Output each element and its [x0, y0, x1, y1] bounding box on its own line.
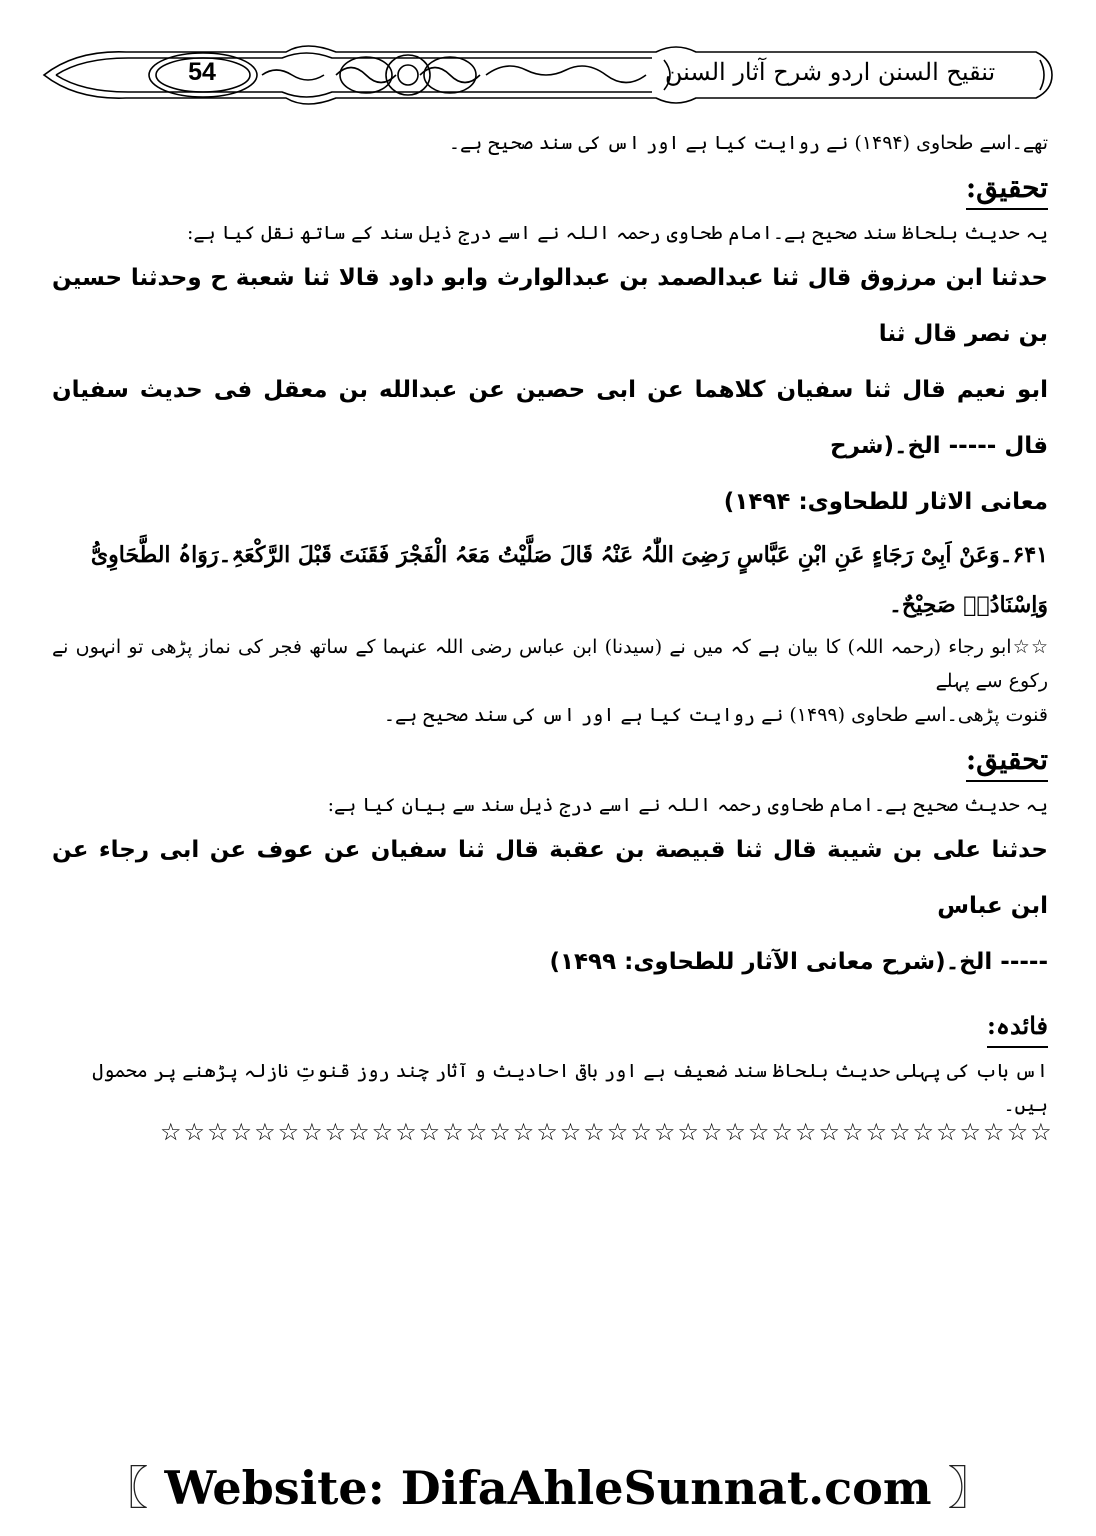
tahqeeq-intro: یہ حدیث بلحاظ سند صحیح ہے۔امام طحاوی رحمہ اللہ نے اسے درج ذیل سند کے ساتھ نقل کیا ہے:: [186, 222, 1048, 244]
benefit-text: اس باب کی پہلی حدیث بلحاظ سند ضعیف ہے اور باقی احادیث و آثار چند روز قنوتِ نازلہ پڑھنے پر محمول ہیں۔: [92, 1060, 1048, 1116]
tahqeeq-heading: تحقیق:: [966, 168, 1048, 210]
page-header: [36, 30, 1060, 120]
book-title: تنقیح السنن اردو شرح آثار السنن: [664, 58, 996, 86]
benefit-heading: فائدہ:: [987, 1006, 1048, 1048]
translation-line: ☆☆ابو رجاء (رحمہ اللہ) کا بیان ہے کہ میں نے (سیدنا) ابن عباس رضی اللہ عنہما کے ساتھ فجر کی نماز پڑھی تو انہوں نے رکوع سے پہلے: [52, 636, 1048, 692]
isnad-line: معانى الاثار للطحاوى: ۱۴۹۴): [723, 489, 1048, 515]
page-body: [52, 126, 1048, 1122]
isnad-line: حدثنا ابن مرزوق قال ثنا عبدالصمد بن عبدالوارث وابو داود قالا ثنا شعبة ح وحدثنا حسين بن نصر قال ثنا: [52, 265, 1048, 347]
translation-line: قنوت پڑھی۔اسے طحاوی (۱۴۹۹) نے روایت کیا ہے اور اس کی سند صحیح ہے۔: [383, 704, 1048, 726]
bracket-right: 〗: [947, 1461, 994, 1515]
isnad-line: حدثنا على بن شيبة قال ثنا قبيصة بن عقبة قال ثنا سفيان عن عوف عن ابى رجاء عن ابن عباس: [52, 837, 1048, 919]
isnad-line: ----- الخ۔(شرح معانى الآثار للطحاوى: ۱۴۹۹): [549, 949, 1048, 975]
page-number: 54: [188, 58, 216, 86]
hadith-text: وَاِسْنَادُہٗ صَحِیْحٌ۔: [889, 592, 1048, 618]
tahqeeq-heading: تحقیق:: [966, 740, 1048, 782]
website-footer: [0, 1452, 1096, 1518]
hadith-text: ۶۴۱۔وَعَنْ اَبِیْ رَجَاءٍ عَنِ ابْنِ عَبَّاسٍ رَضِیَ اللّٰہُ عَنْہُ قَالَ صَلَّیْتُ مَعَہُ الْفَجْرَ فَقَنَتَ قَبْلَ الرَّکْعَۃِ۔رَوَاہُ الطَّحَاوِیُّ: [90, 542, 1048, 568]
star-divider: ☆☆☆☆☆☆☆☆☆☆☆☆☆☆☆☆☆☆☆☆☆☆☆☆☆☆☆☆☆☆☆☆☆☆☆☆☆☆: [160, 1118, 1054, 1146]
bracket-left: 〖: [102, 1461, 149, 1515]
continuation-line: تھے۔اسے طحاوی (۱۴۹۴) نے روایت کیا ہے اور اس کی سند صحیح ہے۔: [448, 132, 1048, 154]
isnad-line: ابو نعيم قال ثنا سفيان كلاهما عن ابى حصين عن عبدالله بن معقل فى حديث سفيان قال ----- الخ۔(شرح: [52, 377, 1048, 459]
website-url[interactable]: Website: DifaAhleSunnat.com: [164, 1461, 932, 1515]
tahqeeq-intro: یہ حدیث صحیح ہے۔امام طحاوی رحمہ اللہ نے اسے درج ذیل سند سے بیان کیا ہے:: [327, 794, 1048, 816]
